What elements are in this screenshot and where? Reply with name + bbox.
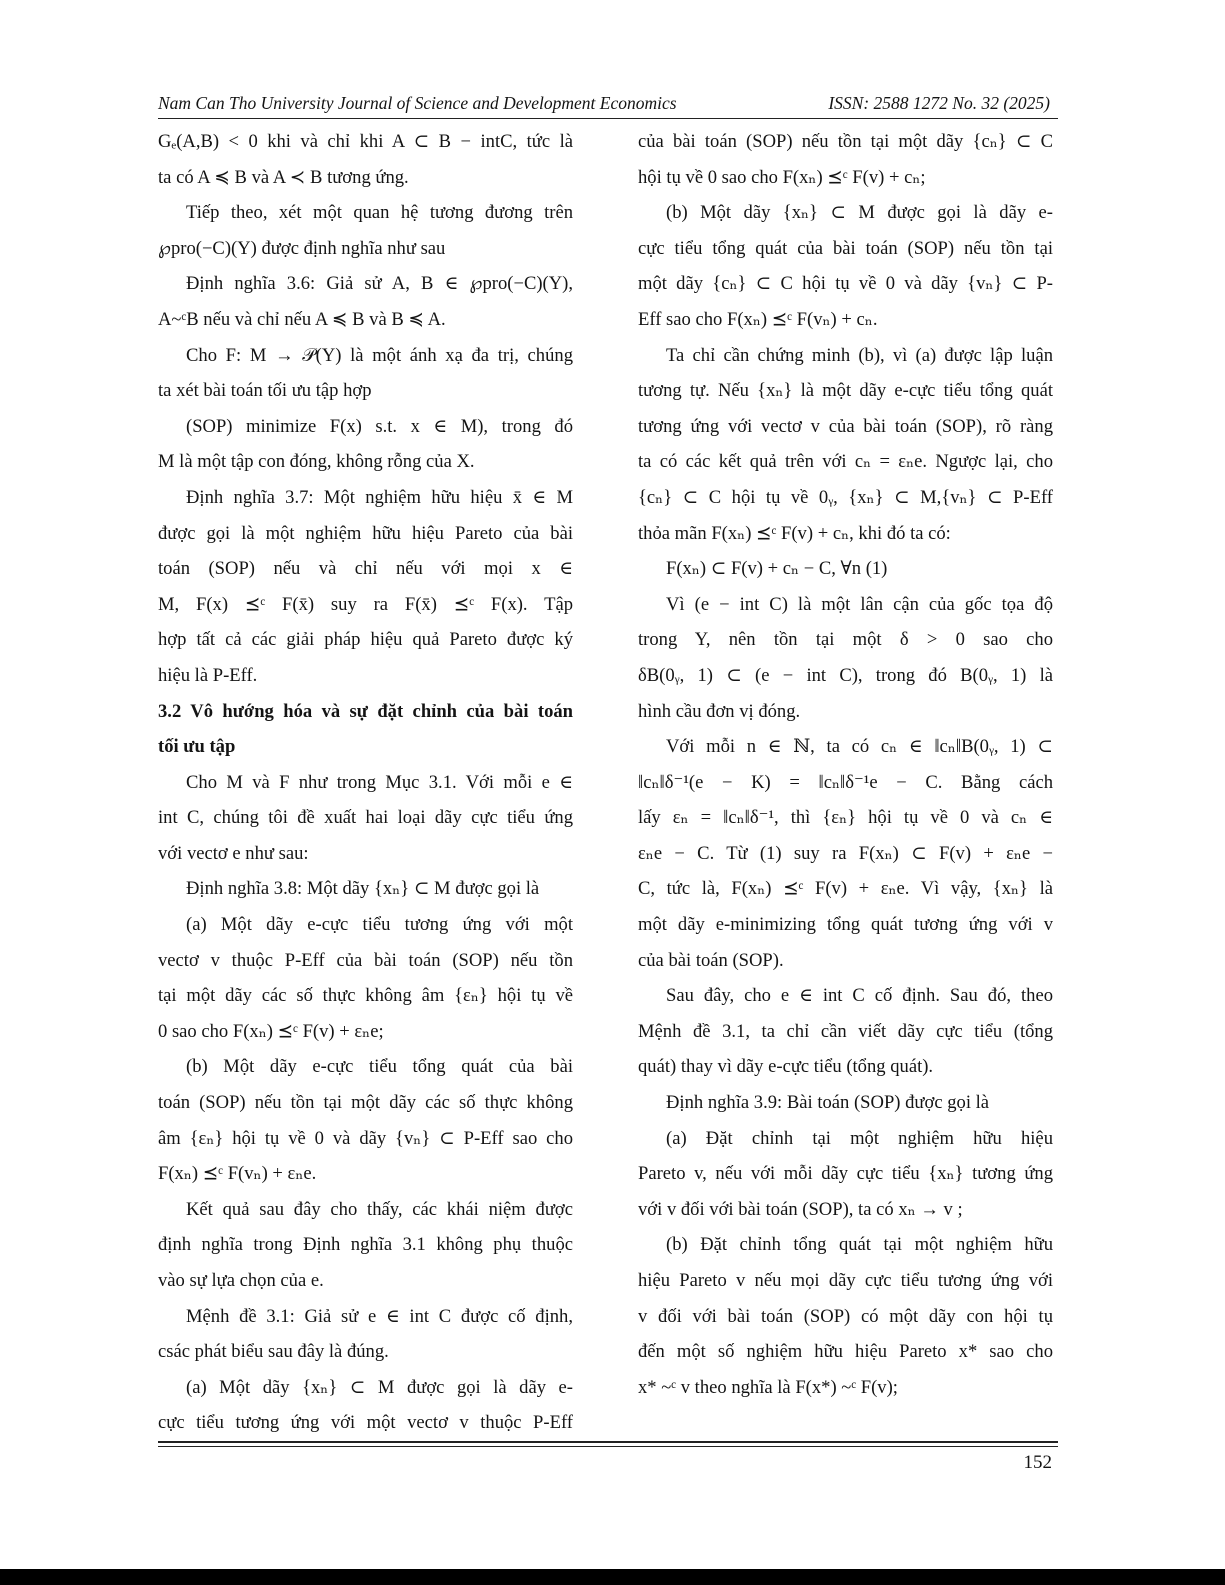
issn-issue: ISSN: 2588 1272 No. 32 (2025): [828, 93, 1050, 113]
text-line: (b) Một dãy {xₙ} ⊂ M được gọi là dãy e-: [666, 202, 1053, 224]
text-line: v đối với bài toán (SOP) có một dãy con hội tụ: [638, 1305, 1053, 1327]
text-line: 0 sao cho F(xₙ) ⪯ᶜ F(v) + εₙe;: [158, 1020, 384, 1042]
text-line: thỏa mãn F(xₙ) ⪯ᶜ F(v) + cₙ, khi đó ta có:: [638, 522, 951, 544]
text-line: (b) Đặt chỉnh tổng quát tại một nghiệm hữu: [666, 1234, 1053, 1256]
text-line: Eff sao cho F(xₙ) ⪯ᶜ F(vₙ) + cₙ.: [638, 308, 878, 330]
text-line: của bài toán (SOP) nếu tồn tại một dãy {cₙ} ⊂ C: [638, 131, 1053, 152]
text-line: cực tiểu tương ứng với một vectơ v thuộc P-Eff: [158, 1412, 573, 1434]
text-line: tại một dãy các số thực không âm {εₙ} hội tụ về: [158, 985, 573, 1007]
text-line: Định nghĩa 3.9: Bài toán (SOP) được gọi là: [666, 1092, 990, 1114]
text-line: C, tức là, F(xₙ) ⪯ᶜ F(v) + εₙe. Vì vậy, {xₙ} là: [638, 878, 1053, 900]
text-line: Với mỗi n ∈ ℕ, ta có cₙ ∈ ‖cₙ‖B(0ᵧ, 1) ⊂: [666, 736, 1053, 758]
header-rule: [158, 118, 1058, 119]
text-line: với vectơ e như sau:: [158, 842, 309, 864]
right-column: [638, 124, 1053, 1405]
bottom-bar: [0, 1569, 1225, 1585]
text-line: Cho F: M → 𝒫(Y) là một ánh xạ đa trị, chúng: [186, 344, 573, 366]
page-number: 152: [1023, 1452, 1052, 1473]
text-line: quát) thay vì dãy e-cực tiểu (tổng quát).: [638, 1056, 934, 1078]
text-line: hình cầu đơn vị đóng.: [638, 700, 801, 722]
text-line: một dãy e-minimizing tổng quát tương ứng với v: [638, 914, 1053, 936]
text-line: được gọi là một nghiệm hữu hiệu Pareto của bài: [158, 522, 573, 544]
text-line: vectơ v thuộc P-Eff của bài toán (SOP) nếu tồn: [158, 949, 573, 971]
text-line: ‖cₙ‖δ⁻¹(e − K) = ‖cₙ‖δ⁻¹e − C. Bằng cách: [638, 771, 1053, 793]
text-line: hiệu là P-Eff.: [158, 664, 258, 686]
text-line: {cₙ} ⊂ C hội tụ về 0ᵧ, {xₙ} ⊂ M,{vₙ} ⊂ P-Eff: [638, 486, 1053, 508]
text-line: 3.2 Vô hướng hóa và sự đặt chỉnh của bài toán: [158, 700, 573, 722]
footer-rule-thin: [158, 1446, 1058, 1447]
text-line: M là một tập con đóng, không rỗng của X.: [158, 451, 475, 473]
text-line: csác phát biểu sau đây là đúng.: [158, 1341, 389, 1363]
text-line: Mệnh đề 3.1, ta chỉ cần viết dãy cực tiểu (tổng: [638, 1020, 1053, 1042]
text-line: với v đối với bài toán (SOP), ta có xₙ → v ;: [638, 1198, 963, 1220]
text-line: (a) Một dãy {xₙ} ⊂ M được gọi là dãy e-: [186, 1376, 573, 1398]
text-line: hợp tất cả các giải pháp hiệu quả Pareto được ký: [158, 629, 573, 651]
text-line: lấy εₙ = ‖cₙ‖δ⁻¹, thì {εₙ} hội tụ về 0 và cₙ ∈: [638, 807, 1053, 829]
text-line: δB(0ᵧ, 1) ⊂ (e − int C), trong đó B(0ᵧ, 1) là: [638, 664, 1053, 686]
text-line: Kết quả sau đây cho thấy, các khái niệm được: [186, 1198, 573, 1220]
text-line: tương ứng với vectơ v của bài toán (SOP), rõ ràng: [638, 415, 1053, 437]
text-line: đến một số nghiệm hữu hiệu Pareto x* sao cho: [638, 1341, 1053, 1363]
text-line: Ta chỉ cần chứng minh (b), vì (a) được lập luận: [666, 344, 1053, 366]
text-line: Định nghĩa 3.6: Giả sử A, B ∈ ℘pro(−C)(Y),: [186, 273, 573, 295]
text-line: toán (SOP) nếu và chỉ nếu với mọi x ∈: [158, 558, 573, 580]
text-line: tương tự. Nếu {xₙ} là một dãy e-cực tiểu tổng quát: [638, 380, 1053, 402]
text-line: M, F(x) ⪯ᶜ F(x̄) suy ra F(x̄) ⪯ᶜ F(x). Tập: [158, 593, 573, 615]
text-line: A~ᶜB nếu và chỉ nếu A ≼ B và B ≼ A.: [158, 308, 446, 330]
text-line: định nghĩa trong Định nghĩa 3.1 không phụ thuộc: [158, 1234, 573, 1256]
text-line: Pareto v, nếu với mỗi dãy cực tiểu {xₙ} tương ứng: [638, 1163, 1053, 1185]
text-line: int C, chúng tôi đề xuất hai loại dãy cực tiểu ứng: [158, 807, 573, 829]
text-line: Mệnh đề 3.1: Giả sử e ∈ int C được cố định,: [186, 1305, 573, 1327]
text-line: (a) Một dãy e-cực tiểu tương ứng với một: [186, 914, 573, 936]
text-line: (SOP) minimize F(x) s.t. x ∈ M), trong đó: [186, 415, 573, 437]
text-line: Tiếp theo, xét một quan hệ tương đương trên: [186, 202, 573, 224]
journal-title: Nam Can Tho University Journal of Science and Development Economics: [158, 93, 677, 113]
left-column: [158, 124, 573, 1441]
footer-rule: [158, 1441, 1058, 1443]
text-line: hiệu Pareto v nếu mọi dãy cực tiểu tương ứng với: [638, 1270, 1053, 1291]
text-line: toán (SOP) nếu tồn tại một dãy các số thực không: [158, 1092, 573, 1114]
text-line: âm {εₙ} hội tụ về 0 và dãy {vₙ} ⊂ P-Eff sao cho: [158, 1127, 573, 1149]
text-line: Gₑ(A,B) < 0 khi và chỉ khi A ⊂ B − intC, tức là: [158, 131, 573, 152]
text-line: trong Y, nên tồn tại một δ > 0 sao cho: [638, 629, 1053, 651]
text-line: Định nghĩa 3.8: Một dãy {xₙ} ⊂ M được gọi là: [186, 878, 540, 900]
text-line: Cho M và F như trong Mục 3.1. Với mỗi e ∈: [186, 771, 573, 793]
text-line: F(xₙ) ⊂ F(v) + cₙ − C, ∀n (1): [666, 558, 888, 580]
text-line: F(xₙ) ⪯ᶜ F(vₙ) + εₙe.: [158, 1163, 317, 1185]
text-line: ta có các kết quả trên với cₙ = εₙe. Ngược lại, cho: [638, 451, 1053, 473]
text-line: một dãy {cₙ} ⊂ C hội tụ về 0 và dãy {vₙ} ⊂ P-: [638, 273, 1053, 295]
text-line: của bài toán (SOP).: [638, 949, 784, 971]
text-line: cực tiểu tổng quát của bài toán (SOP) nếu tồn tại: [638, 237, 1053, 259]
text-line: hội tụ về 0 sao cho F(xₙ) ⪯ᶜ F(v) + cₙ;: [638, 166, 926, 188]
text-line: ℘pro(−C)(Y) được định nghĩa như sau: [158, 237, 446, 259]
text-line: (a) Đặt chỉnh tại một nghiệm hữu hiệu: [666, 1127, 1053, 1149]
text-line: Định nghĩa 3.7: Một nghiệm hữu hiệu x̄ ∈ M: [186, 486, 573, 508]
text-line: vào sự lựa chọn của e.: [158, 1270, 324, 1291]
text-line: Sau đây, cho e ∈ int C cố định. Sau đó, theo: [666, 985, 1053, 1007]
text-line: Vì (e − int C) là một lân cận của gốc tọa độ: [666, 593, 1053, 615]
text-line: x* ~ᶜ v theo nghĩa là F(x*) ~ᶜ F(v);: [638, 1376, 898, 1398]
text-line: (b) Một dãy e-cực tiểu tổng quát của bài: [186, 1056, 573, 1078]
text-line: εₙe − C. Từ (1) suy ra F(xₙ) ⊂ F(v) + εₙe −: [638, 842, 1053, 864]
text-line: ta xét bài toán tối ưu tập hợp: [158, 380, 372, 402]
text-line: ta có A ≼ B và A ≺ B tương ứng.: [158, 166, 409, 188]
text-line: tối ưu tập: [158, 736, 236, 758]
running-header: [158, 91, 1058, 117]
